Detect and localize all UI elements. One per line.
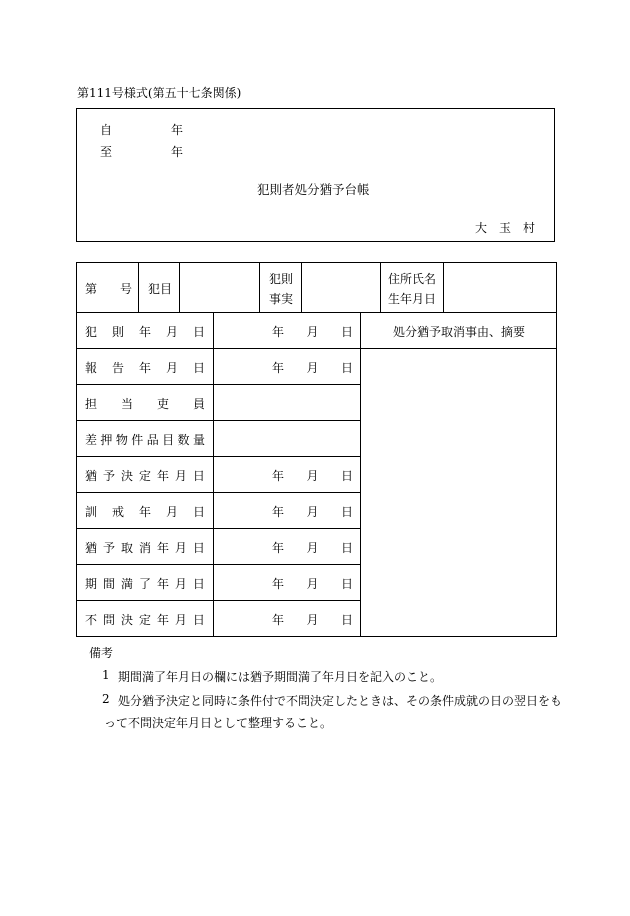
- row-label-report-date: 報 告 年 月 日: [85, 361, 205, 375]
- date-cell-admonition: 年 月 日: [272, 505, 353, 519]
- facts-label-1: 犯則: [269, 272, 294, 286]
- date-cell-dismissal: 年 月 日: [272, 613, 353, 627]
- village-name: 大 玉 村: [475, 221, 536, 235]
- date-cell-cancel: 年 月 日: [272, 541, 353, 555]
- row-label-cancel-date: 猶 予 取 消 年 月 日: [85, 541, 205, 555]
- note-1-number: 1: [102, 668, 110, 682]
- to-year-label: 年: [171, 145, 184, 159]
- date-cell-deferral: 年 月 日: [272, 469, 353, 483]
- note-2-text: 処分猶予決定と同時に条件付で不問決定したときは、その条件成就の日の翌日をも: [118, 694, 563, 708]
- note-2-number: 2: [102, 692, 110, 706]
- ledger-table: [76, 262, 557, 637]
- row-label-seized-items: 差 押 物 件 品 目 数 量: [85, 433, 205, 447]
- form-heading: 第111号様式(第五十七条関係): [77, 86, 242, 100]
- person-label-1: 住所氏名: [388, 272, 437, 286]
- facts-label-2: 事実: [269, 292, 294, 306]
- row-label-deferral-date: 猶 予 決 定 年 月 日: [85, 469, 205, 483]
- from-label: 自: [100, 123, 113, 137]
- number-label: 第: [85, 282, 98, 296]
- offense-type-label: 犯目: [148, 282, 173, 296]
- row-label-officer: 担 当 吏 員: [85, 397, 205, 411]
- ledger-cover-box: [76, 108, 555, 242]
- note-1-text: 期間満了年月日の欄には猶予期間満了年月日を記入のこと。: [118, 670, 443, 684]
- date-cell-expiry: 年 月 日: [272, 577, 353, 591]
- ledger-title: 犯則者処分猶予台帳: [257, 182, 370, 197]
- row-label-dismissal-date: 不 問 決 定 年 月 日: [85, 613, 205, 627]
- note-2-text-continued: って不問決定年月日として整理すること。: [104, 716, 333, 730]
- row-label-offense-date: 犯 則 年 月 日: [85, 325, 205, 339]
- person-label-2: 生年月日: [388, 292, 437, 306]
- remarks-header: 処分猶予取消事由、摘要: [393, 325, 526, 339]
- row-label-expiry-date: 期 間 満 了 年 月 日: [85, 577, 205, 591]
- date-cell-offense: 年 月 日: [272, 325, 353, 339]
- date-cell-report: 年 月 日: [272, 361, 353, 375]
- to-label: 至: [100, 145, 113, 159]
- number-suffix: 号: [120, 282, 133, 296]
- from-year-label: 年: [171, 123, 184, 137]
- notes-title: 備考: [89, 646, 114, 660]
- row-label-admonition-date: 訓 戒 年 月 日: [85, 505, 205, 519]
